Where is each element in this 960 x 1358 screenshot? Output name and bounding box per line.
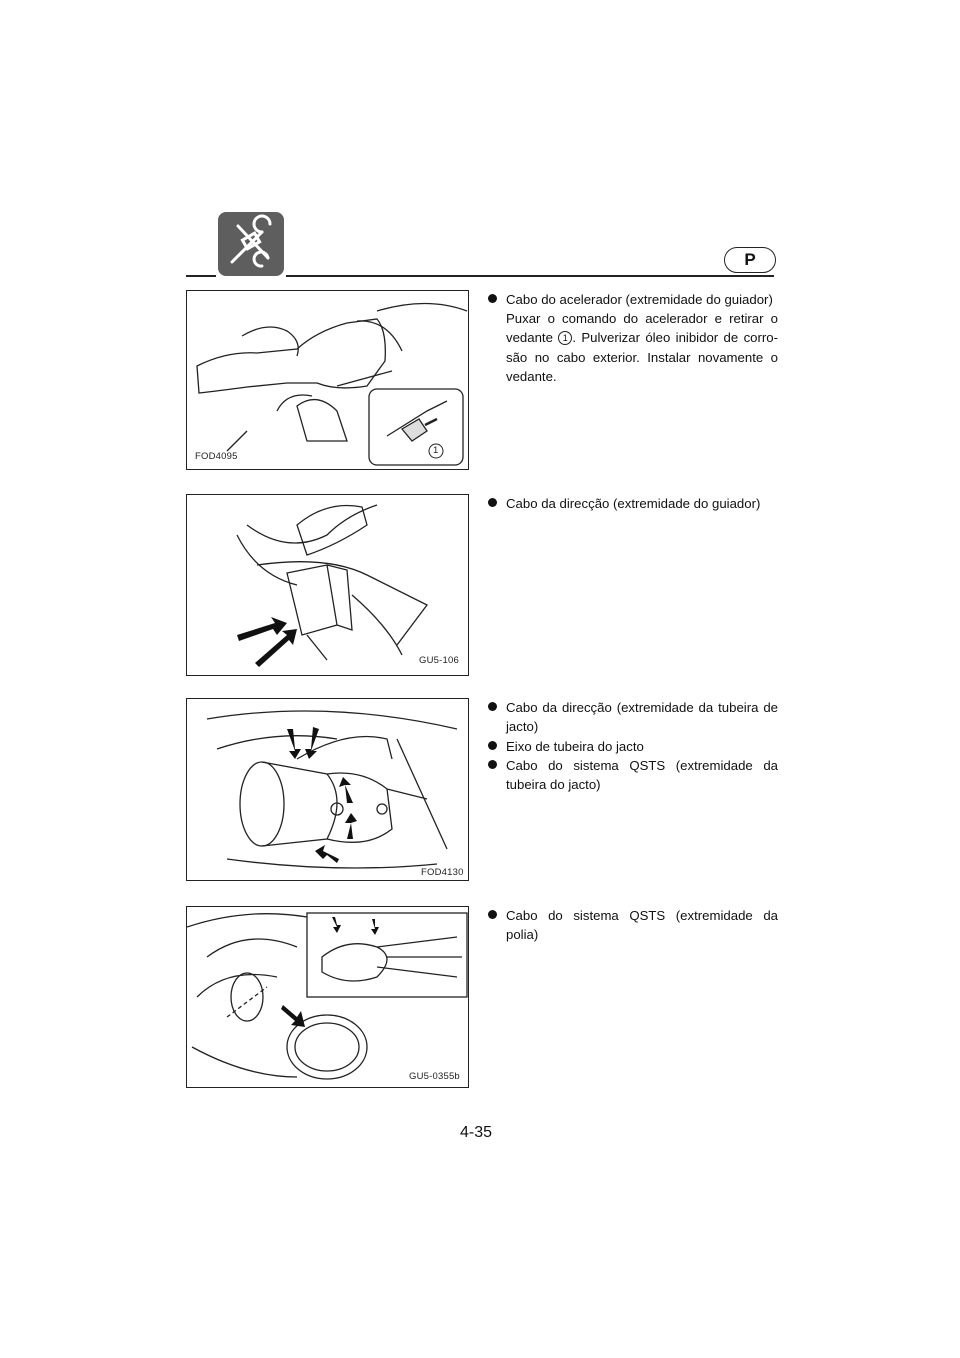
figure-qsts-pulley (186, 906, 469, 1088)
paragraph-text: . Pulverizar óleo inibidor de corro-são no cabo exterior. Instalar novamente o vedante. (506, 330, 779, 384)
figure-code: FOD4095 (195, 451, 238, 462)
list-item-text: Cabo do sistema QSTS (extremidade da tubeira do jacto) (506, 758, 778, 793)
figure-steering-cable-handlebar (186, 494, 469, 676)
header-rule-left (186, 275, 216, 277)
list-item (488, 494, 778, 513)
page-number: 4-35 (460, 1124, 493, 1141)
instruction-paragraph (506, 309, 778, 386)
figure-code: GU5-106 (419, 655, 459, 666)
header-rule-right (286, 275, 774, 277)
figure-code: FOD4130 (421, 867, 464, 878)
bullet-icon (488, 294, 497, 303)
list-item (488, 906, 778, 944)
list-item (488, 756, 778, 794)
reference-number: 1 (558, 331, 572, 345)
list-item-text: Eixo de tubeira do jacto (506, 739, 644, 754)
list-item (488, 290, 778, 386)
list-item-text: Cabo da direcção (extremidade do guiador) (506, 496, 761, 511)
list-item (488, 737, 778, 756)
language-badge: P (724, 247, 776, 273)
bullet-icon (488, 910, 497, 919)
bullet-icon (488, 498, 497, 507)
list-item-text: Cabo do acelerador (extremidade do guiador) (506, 292, 773, 307)
figure-code: GU5-0355b (409, 1071, 460, 1082)
tools-icon (218, 212, 284, 276)
paragraph-text: Puxar o comando do acelerador e retirar o vedante (506, 311, 778, 346)
list-item (488, 698, 778, 736)
figure-throttle-cable (186, 290, 469, 470)
bullet-icon (488, 702, 497, 711)
figure-jet-nozzle (186, 698, 469, 881)
bullet-icon (488, 760, 497, 769)
bullet-icon (488, 741, 497, 750)
callout-number: 1 (433, 445, 439, 456)
list-item-text: Cabo da direcção (extremidade da tubeira de jacto) (506, 700, 778, 735)
list-item-text: Cabo do sistema QSTS (extremidade da polia) (506, 908, 778, 943)
